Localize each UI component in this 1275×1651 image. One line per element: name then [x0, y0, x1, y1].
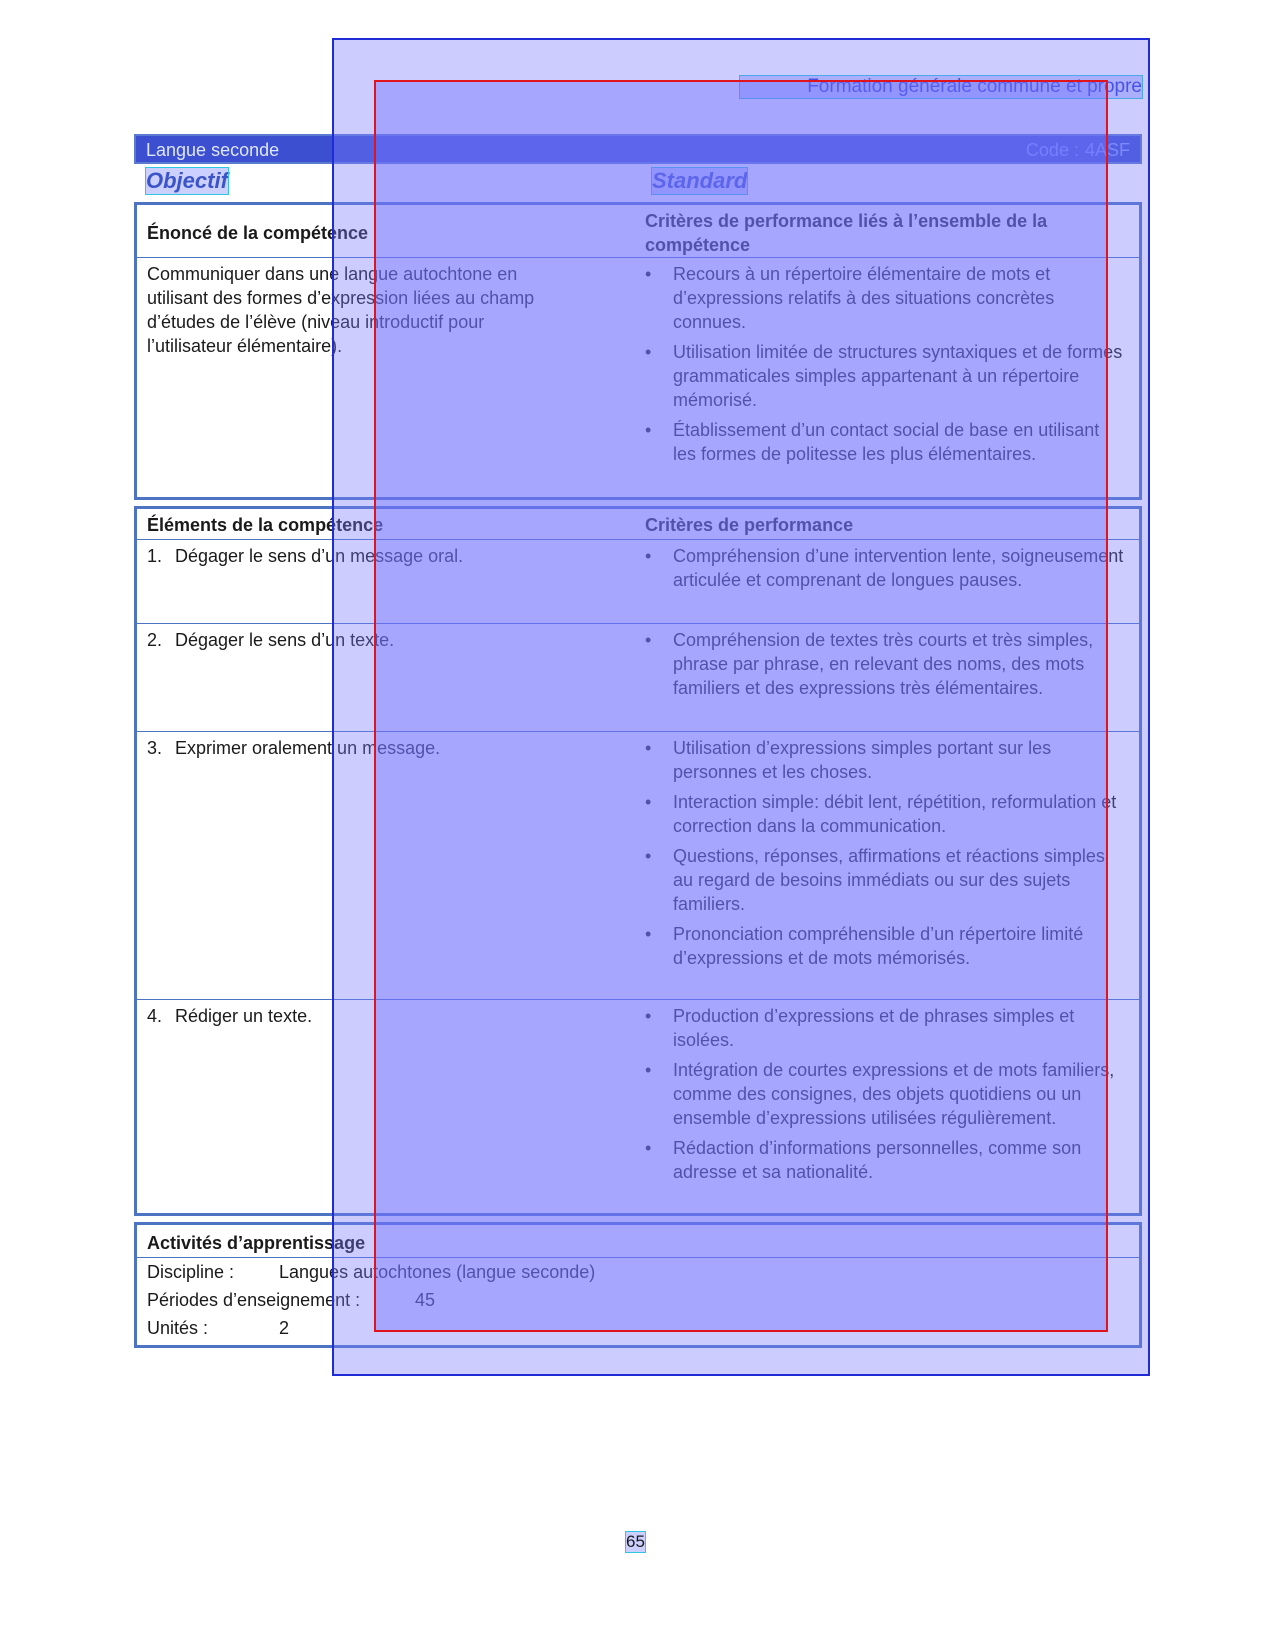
- element-text: 2. Dégager le sens d’un texte.: [147, 630, 395, 650]
- competency-table: [134, 202, 1142, 500]
- activities-table: [134, 1222, 1142, 1348]
- criterion-item: • Prononciation compréhensible d’un répertoire limité d’expressions et de mots mémorisés.: [645, 924, 1084, 968]
- elements-header: Éléments de la compétence: [147, 515, 384, 535]
- standard-heading: Standard: [652, 168, 748, 193]
- bullet-icon: •: [645, 342, 652, 362]
- bullet-icon: •: [645, 630, 652, 650]
- element-row: [137, 623, 1139, 732]
- bullet-icon: •: [645, 924, 652, 944]
- bullet-icon: •: [645, 1060, 652, 1080]
- activities-body-row: [137, 1257, 1139, 1346]
- objective-heading: Objectif: [146, 168, 228, 193]
- statement-line: utilisant des formes d’expression liées au champ: [147, 288, 535, 308]
- criterion-item: • Établissement d’un contact social de base en utilisant les formes de politesse les plus élémentaires.: [645, 420, 1100, 464]
- units-line: [147, 1318, 289, 1339]
- element-text: 1. Dégager le sens d’un message oral.: [147, 546, 464, 566]
- element-text: 3. Exprimer oralement un message.: [147, 738, 441, 758]
- criterion-item: • Recours à un répertoire élémentaire de mots et d’expressions relatifs à des situations concrètes connues.: [645, 264, 1055, 332]
- periods-value: 45: [415, 1290, 436, 1310]
- criterion-item: • Production d’expressions et de phrases simples et isolées.: [645, 1006, 1075, 1050]
- periods-label: Périodes d’enseignement :: [147, 1290, 361, 1310]
- statement-header: Énoncé de la compétence: [147, 223, 369, 243]
- page-number: 65: [626, 1532, 645, 1551]
- discipline-label: Discipline :: [147, 1262, 235, 1282]
- element-row: [137, 539, 1139, 624]
- activities-header-row: [137, 1225, 1139, 1257]
- course-label: Langue seconde: [146, 140, 280, 160]
- bullet-icon: •: [645, 846, 652, 866]
- criterion-item: • Intégration de courtes expressions et de mots familiers, comme des consignes, des objets quotidiens ou un ensemble d’expressions utilisées régulièrement.: [645, 1060, 1115, 1128]
- units-label: Unités :: [147, 1318, 209, 1338]
- statement-line: d’études de l’élève (niveau introductif pour: [147, 312, 485, 332]
- bullet-icon: •: [645, 1006, 652, 1026]
- criterion-item: • Rédaction d’informations personnelles, comme son adresse et sa nationalité.: [645, 1138, 1082, 1182]
- activities-header: Activités d’apprentissage: [147, 1233, 366, 1253]
- competency-statement: [147, 262, 627, 358]
- bullet-icon: •: [645, 1138, 652, 1158]
- competency-header-row: [137, 205, 1139, 257]
- code-value: 4ASF: [1084, 140, 1130, 160]
- program-title: Formation générale commune et propre: [740, 76, 1142, 98]
- bullet-icon: •: [645, 738, 652, 758]
- elements-header-row: [137, 509, 1139, 539]
- periods-line: [147, 1290, 435, 1311]
- criteria-header: Critères de performance: [645, 515, 854, 535]
- competency-criteria: [645, 262, 1125, 472]
- criterion-item: • Questions, réponses, affirmations et réactions simples au regard de besoins immédiats ou sur des sujets familiers.: [645, 846, 1105, 914]
- criterion-item: • Compréhension d’une intervention lente, soigneusement articulée et comprenant de longues pauses.: [645, 546, 1124, 590]
- bullet-icon: •: [645, 420, 652, 440]
- element-row: [137, 731, 1139, 1000]
- criterion-item: • Utilisation limitée de structures syntaxiques et de formes grammaticales simples appartenant à un répertoire mémorisé.: [645, 342, 1123, 410]
- units-value: 2: [279, 1318, 290, 1338]
- course-code: [1020, 140, 1130, 161]
- code-label: Code :: [1025, 140, 1079, 160]
- discipline-line: [147, 1262, 595, 1283]
- bullet-icon: •: [645, 264, 652, 284]
- statement-line: Communiquer dans une langue autochtone en: [147, 264, 518, 284]
- element-text: 4. Rédiger un texte.: [147, 1006, 313, 1026]
- discipline-value: Langues autochtones (langue seconde): [279, 1262, 596, 1282]
- criterion-item: • Utilisation d’expressions simples portant sur les personnes et les choses.: [645, 738, 1052, 782]
- competency-body-row: [137, 257, 1139, 498]
- criteria-ensemble-header: Critères de performance liés à l’ensemble de la compétence: [645, 211, 1048, 255]
- element-row: [137, 999, 1139, 1214]
- elements-table: [134, 506, 1142, 1216]
- course-band: [134, 134, 1142, 164]
- criterion-item: • Interaction simple: débit lent, répétition, reformulation et correction dans la communication.: [645, 792, 1117, 836]
- criterion-item: • Compréhension de textes très courts et très simples, phrase par phrase, en relevant des noms, des mots familiers et des expressions très élémentaires.: [645, 630, 1094, 698]
- bullet-icon: •: [645, 546, 652, 566]
- statement-line: l’utilisateur élémentaire).: [147, 336, 343, 356]
- bullet-icon: •: [645, 792, 652, 812]
